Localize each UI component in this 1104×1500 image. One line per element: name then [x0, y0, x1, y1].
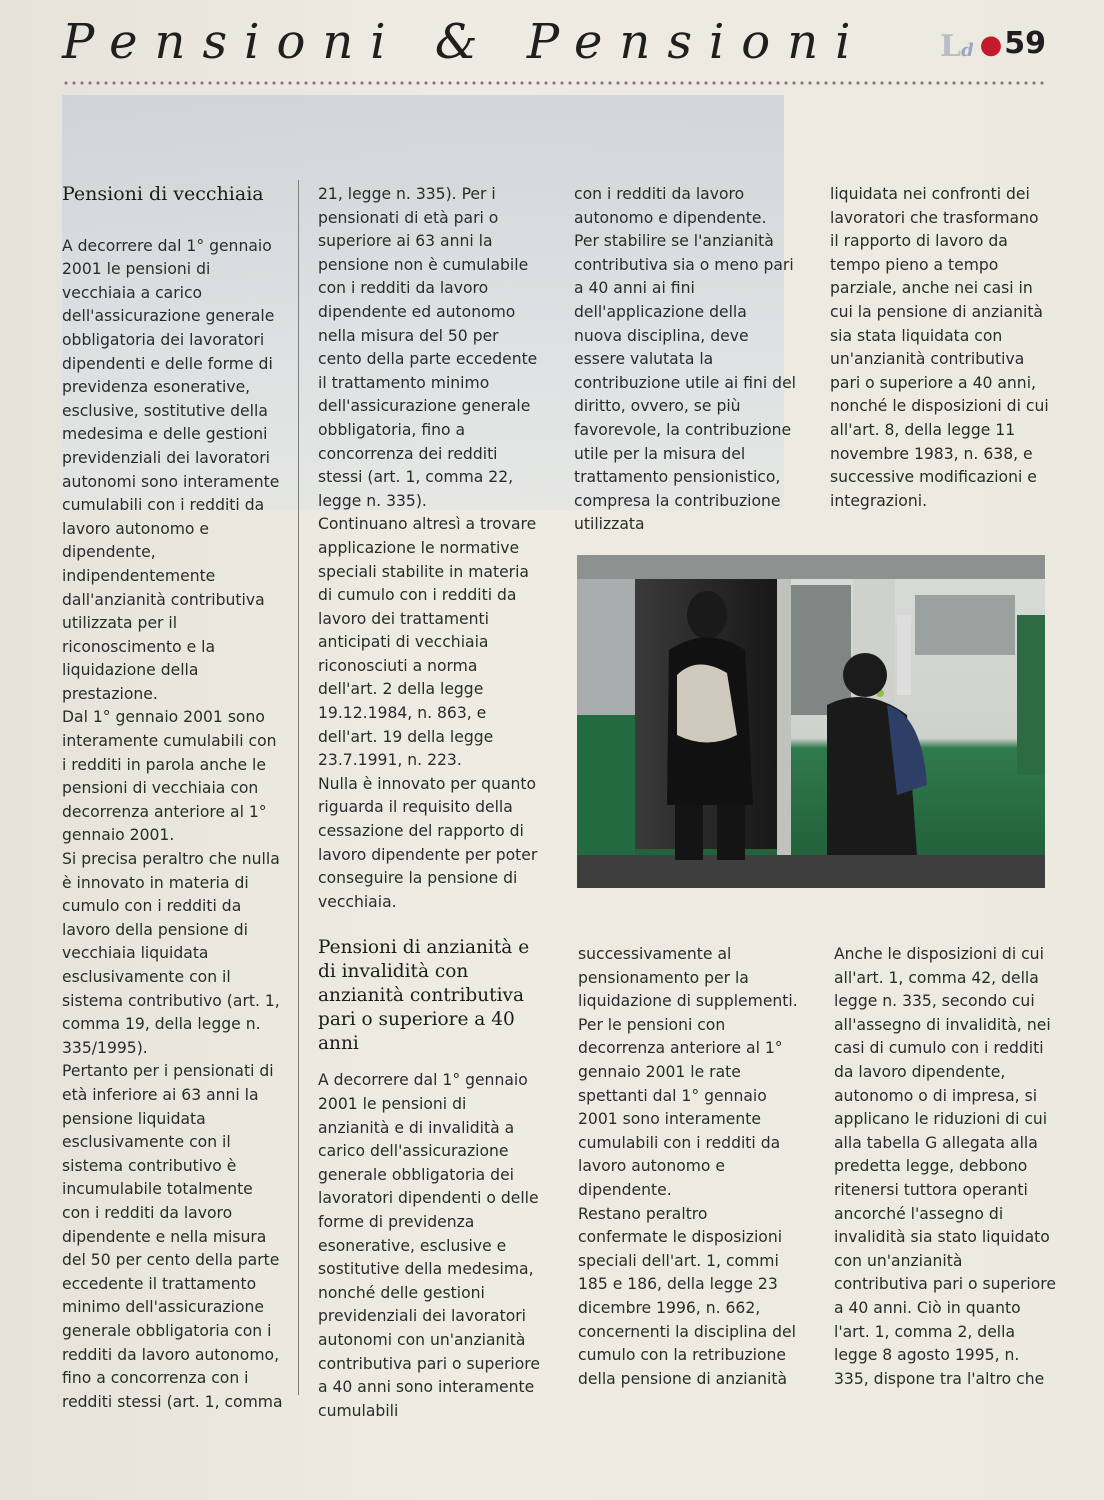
paragraph: 21, legge n. 335). Per i pensionati di età pari o superiore ai 63 anni la pensione non è cumulabile con i redditi da lavoro dipendente ed autonomo nella misura del 50 per cento della parte eccedente il trattamento minimo dell'assicurazione generale obbligatoria, fino a concorrenza dei redditi stessi (art. 1, comma 22, legge n. 335). [318, 185, 538, 510]
logo-letter: L [940, 29, 962, 64]
paragraph: Pertanto per i pensionati di età inferiore ai 63 anni la pensione liquidata esclusivamente con il sistema contributivo è incumulabile totalmente con i redditi da lavoro dipendente e nella misura del 50 per cento della parte eccedente il trattamento minimo dell'assicurazione generale obbligatoria con i redditi da lavoro autonomo, fino a concorrenza con i redditi stessi (art. 1, comma [62, 1062, 283, 1411]
column-2-text-b [318, 1069, 540, 1423]
column-3-bottom-text [578, 943, 800, 1391]
paragraph: A decorrere dal 1° gennaio 2001 le pensioni di vecchiaia a carico dell'assicurazione generale obbligatoria dei lavoratori dipendenti e delle forme di previdenza esonerative, esclusive, sostitutive della medesima e delle gestioni previdenziali dei lavoratori autonomi sono interamente cumulabili con i redditi da lavoro autonomo e dipendente, indipendentemente dall'anzianità contributiva utilizzata per il riconoscimento e la liquidazione della prestazione. [62, 236, 280, 703]
column-divider [298, 180, 299, 1395]
column-4-bottom [834, 943, 1056, 1391]
page-number-value: 59 [1004, 26, 1046, 61]
paragraph: successivamente al pensionamento per la liquidazione di supplementi. [578, 945, 798, 1011]
section-heading-vecchiaia: Pensioni di vecchiaia [62, 183, 264, 205]
page-number [980, 26, 1046, 61]
column-3-top-text [574, 183, 796, 537]
column-3-top [574, 183, 796, 537]
running-title: Pensioni & Pensioni [62, 14, 868, 70]
paragraph: Nulla è innovato per quanto riguarda il requisito della cessazione del rapporto di lavoro dipendente per poter conseguire la pensione di vecchiaia. [318, 774, 538, 911]
paragraph: A decorrere dal 1° gennaio 2001 le pensioni di anzianità e di invalidità a carico dell'assicurazione generale obbligatoria dei lavoratori dipendenti o delle forme di previdenza esonerative, esclusive e sostitutive della medesima, nonché delle gestioni previdenziali dei lavoratori autonomi con un'anzianità contributiva pari o superiore a 40 anni sono interamente cumulabili [318, 1071, 540, 1420]
column-1 [62, 180, 284, 1414]
magazine-logo [940, 30, 980, 64]
column-3-bottom [578, 943, 800, 1391]
column-4-top [830, 183, 1052, 513]
paragraph: Per le pensioni con decorrenza anteriore al 1° gennaio 2001 le rate spettanti dal 1° gennaio 2001 sono interamente cumulabili con i redditi da lavoro autonomo e dipendente. [578, 1015, 783, 1199]
column-2-text [318, 183, 540, 914]
paragraph: Continuano altresì a trovare applicazione le normative speciali stabilite in materia di cumulo con i redditi da lavoro dei trattamenti anticipati di vecchiaia riconosciuti a norma dell'art. 2 della legge 19.12.1984, n. 863, e dell'art. 19 della legge 23.7.1991, n. 223. [318, 515, 537, 770]
paragraph: Si precisa peraltro che nulla è innovato in materia di cumulo con i redditi da lavoro della pensione di vecchiaia liquidata esclusivamente con il sistema contributivo (art. 1, comma 19, della legge n. 335/1995). [62, 850, 280, 1057]
column-4-top-text [830, 183, 1052, 513]
bullet-icon: ● [979, 30, 1003, 60]
paragraph: Dal 1° gennaio 2001 sono interamente cumulabili con i redditi in parola anche le pensioni di vecchiaia con decorrenza anteriore al 1° gennaio 2001. [62, 708, 277, 845]
paragraph: Anche le disposizioni di cui all'art. 1, comma 42, della legge n. 335, secondo cui all'assegno di invalidità, nei casi di cumulo con i redditi da lavoro dipendente, autonomo o di impresa, si applicano le riduzioni di cui alla tabella G allegata alla predetta legge, debbono ritenersi tuttora operanti ancorché l'assegno di invalidità sia stato liquidato con un'anzianità contributiva pari o superiore a 40 anni. Ciò in quanto l'art. 1, comma 2, della legge 8 agosto 1995, n. 335, dispone tra l'altro che [834, 945, 1056, 1388]
column-2 [318, 183, 540, 1423]
paragraph: liquidata nei confronti dei lavoratori che trasformano il rapporto di lavoro da tempo pieno a tempo parziale, anche nei casi in cui la pensione di anzianità sia stata liquidata con un'anzianità contributiva pari o superiore a 40 anni, nonché le disposizioni di cui all'art. 8, della legge 11 novembre 1983, n. 638, e successive modificazioni e integrazioni. [830, 185, 1049, 510]
column-1-text [62, 235, 284, 1415]
train-passengers-photo [577, 555, 1045, 888]
dotted-rule [62, 80, 1046, 86]
paragraph: Restano peraltro confermate le disposizioni speciali dell'art. 1, commi 185 e 186, della legge 23 dicembre 1996, n. 662, concernenti la disciplina del cumulo con la retribuzione della pensione di anzianità [578, 1204, 796, 1388]
column-4-bottom-text [834, 943, 1056, 1391]
logo-sub-letter: d [961, 40, 974, 61]
paragraph: Per stabilire se l'anzianità contributiva sia o meno pari a 40 anni ai fini dell'applicazione della nuova disciplina, deve essere valutata la contribuzione utile ai fini del diritto, ovvero, se più favorevole, la contribuzione utile per la misura del trattamento pensionistico, compresa la contribuzione utilizzata [574, 232, 797, 534]
paragraph: con i redditi da lavoro autonomo e dipendente. [574, 185, 767, 227]
page-header [62, 14, 1046, 78]
section-heading-anzianita: Pensioni di anzianità e di invalidità con anzianità contributiva pari o superiore a 40 anni [318, 937, 530, 1054]
